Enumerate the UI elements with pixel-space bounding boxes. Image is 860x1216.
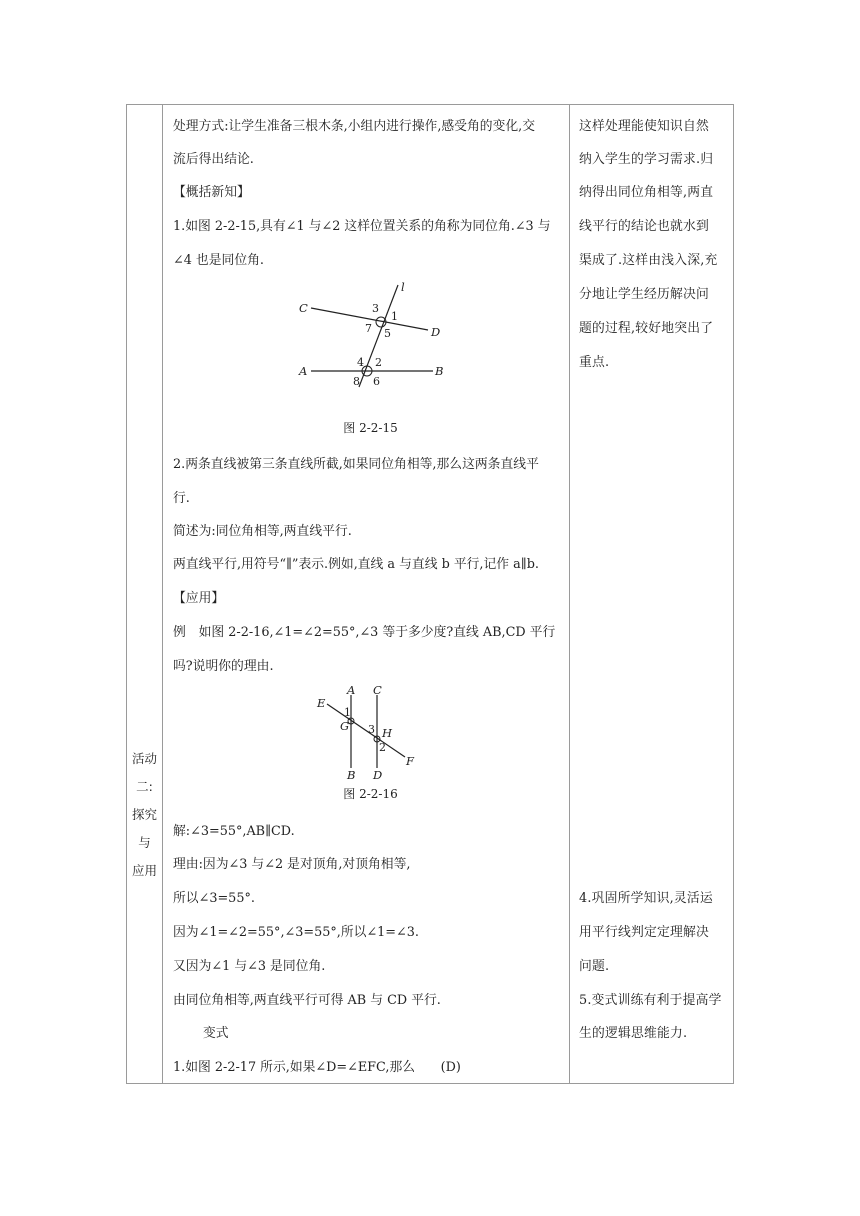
fig1-label-l: l	[401, 280, 405, 294]
section-label-line: 应用	[131, 863, 157, 878]
note-line: 5.变式训练有利于提高学	[579, 993, 722, 1008]
text-line: 例 如图 2-2-16,∠1=∠2=55°,∠3 等于多少度?直线 AB,CD 平行	[173, 625, 556, 640]
note-line: 用平行线判定定理解决	[579, 925, 709, 940]
fig1-angle-7: 7	[365, 322, 372, 335]
text-line: 所以∠3=55°.	[173, 891, 255, 906]
note-line: 生的逻辑思维能力.	[579, 1026, 688, 1041]
text-line: 简述为:同位角相等,两直线平行.	[173, 524, 352, 539]
text-line: 理由:因为∠3 与∠2 是对顶角,对顶角相等,	[173, 857, 411, 872]
fig1-angle-3: 3	[372, 302, 379, 315]
figure-2-2-15	[293, 275, 453, 390]
text-line: 又因为∠1 与∠3 是同位角.	[173, 959, 326, 974]
figure-caption: 图 2-2-15	[343, 421, 398, 435]
note-line: 纳入学生的学习需求.归	[579, 152, 714, 167]
section-label-line: 活动	[131, 751, 157, 766]
text-line: ∠4 也是同位角.	[173, 253, 264, 268]
text-line: 解:∠3=55°,AB∥CD.	[173, 824, 295, 839]
text-line: 2.两条直线被第三条直线所截,如果同位角相等,那么这两条直线平	[173, 457, 539, 472]
column-divider-2	[569, 105, 570, 1083]
fig1-label-c: C	[299, 301, 308, 315]
column-divider-1	[162, 105, 163, 1083]
section-label-line: 探究	[131, 807, 157, 822]
text-line: 1.如图 2-2-15,具有∠1 与∠2 这样位置关系的角称为同位角.∠3 与	[173, 219, 551, 234]
fig2-label-c: C	[373, 683, 382, 697]
fig1-angle-5: 5	[384, 327, 391, 340]
lesson-table	[126, 104, 734, 1084]
note-line: 线平行的结论也就水到	[579, 219, 709, 234]
fig2-label-f: F	[406, 754, 414, 768]
section-label-line: 与	[138, 835, 151, 850]
fig2-angle-3: 3	[368, 723, 375, 736]
section-label	[127, 745, 162, 885]
fig2-label-d: D	[373, 768, 383, 781]
figure-2-2-16	[313, 683, 428, 781]
text-line: 吗?说明你的理由.	[173, 659, 274, 674]
fig2-label-g: G	[340, 719, 350, 733]
text-line: 变式	[203, 1026, 229, 1041]
note-line: 分地让学生经历解决问	[579, 287, 709, 302]
fig1-angle-2: 2	[375, 356, 382, 369]
fig2-label-a: A	[347, 683, 356, 697]
fig2-label-b: B	[347, 768, 356, 781]
fig1-label-b: B	[435, 364, 444, 378]
note-line: 问题.	[579, 959, 610, 974]
note-line: 题的过程,较好地突出了	[579, 321, 714, 336]
note-line: 渠成了.这样由浅入深,充	[579, 253, 718, 268]
fig1-angle-8: 8	[353, 375, 360, 388]
text-line: 1.如图 2-2-17 所示,如果∠D=∠EFC,那么 (D)	[173, 1060, 461, 1075]
text-line: 由同位角相等,两直线平行可得 AB 与 CD 平行.	[173, 993, 441, 1008]
fig1-label-a: A	[299, 364, 308, 378]
text-line: 行.	[173, 491, 190, 506]
section-heading: 【应用】	[173, 591, 225, 606]
fig1-label-d: D	[431, 325, 441, 339]
text-line: 处理方式:让学生准备三根木条,小组内进行操作,感受角的变化,交	[173, 119, 536, 134]
text-line: 因为∠1=∠2=55°,∠3=55°,所以∠1=∠3.	[173, 925, 419, 940]
fig1-angle-1: 1	[391, 310, 398, 323]
note-line: 这样处理能使知识自然	[579, 119, 709, 134]
fig2-label-h: H	[382, 726, 393, 740]
section-label-line: 二:	[136, 779, 153, 794]
fig2-angle-1: 1	[344, 706, 351, 719]
figure-caption: 图 2-2-16	[343, 787, 398, 801]
fig1-angle-4: 4	[357, 356, 364, 369]
fig2-label-e: E	[317, 696, 326, 710]
text-line: 两直线平行,用符号“∥”表示.例如,直线 a 与直线 b 平行,记作 a∥b.	[173, 557, 539, 572]
text-line: 流后得出结论.	[173, 152, 254, 167]
note-line: 重点.	[579, 355, 610, 370]
fig2-angle-2: 2	[379, 741, 386, 754]
fig1-angle-6: 6	[373, 375, 380, 388]
note-line: 4.巩固所学知识,灵活运	[579, 891, 713, 906]
section-heading: 【概括新知】	[173, 185, 250, 200]
note-line: 纳得出同位角相等,两直	[579, 185, 714, 200]
